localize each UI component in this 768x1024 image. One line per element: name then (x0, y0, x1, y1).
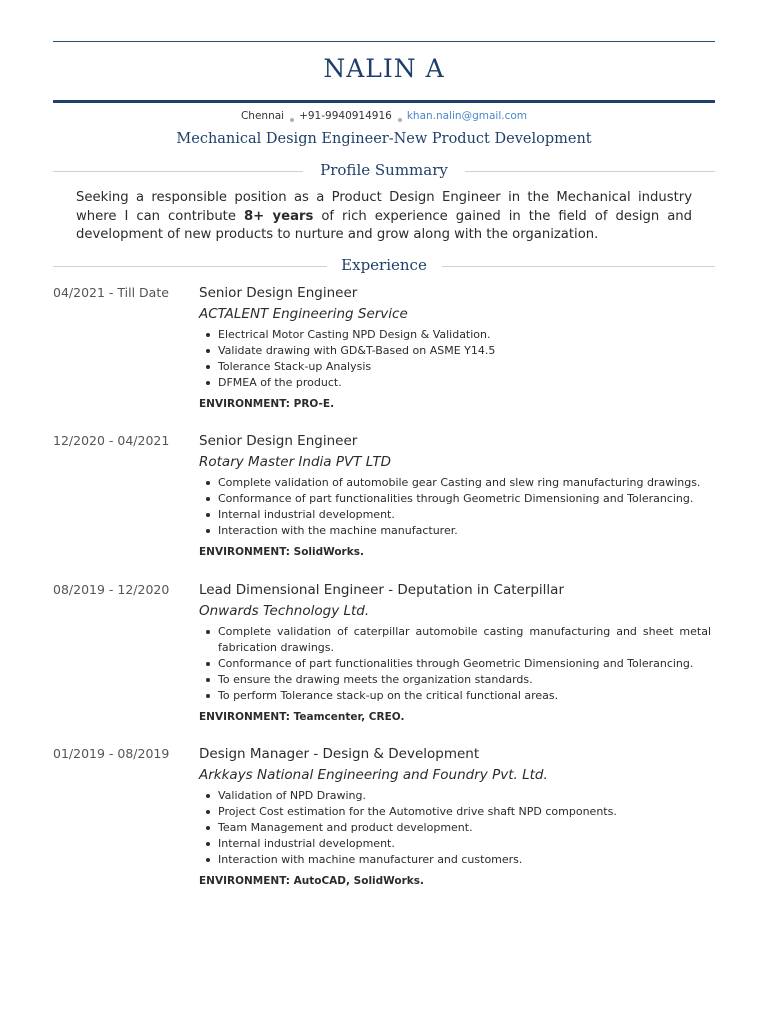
separator-dot-icon (290, 118, 294, 122)
job-dates: 01/2019 - 08/2019 (53, 746, 170, 761)
summary-text-start: Seeking a responsible position as a Product Design Engineer in the Mechanical industry where I can contribute (76, 190, 692, 224)
job-bullet: Electrical Motor Casting NPD Design & Validation. (218, 327, 711, 343)
job-bullet: Conformance of part functionalities through Geometric Dimensioning and Tolerancing. (218, 656, 711, 672)
contact-email-link[interactable]: khan.nalin@gmail.com (406, 110, 528, 122)
job-bullet: Project Cost estimation for the Automotive drive shaft NPD components. (218, 804, 711, 820)
job-bullet: Complete validation of caterpillar automobile casting manufacturing and sheet metal fabrication drawings. (218, 625, 711, 654)
job-company: Arkkays National Engineering and Foundry Pvt. Ltd. (199, 767, 548, 783)
job-bullet: Interaction with the machine manufacturer. (218, 523, 711, 539)
job-bullet: To perform Tolerance stack-up on the critical functional areas. (218, 688, 711, 704)
job-bullet: DFMEA of the product. (218, 375, 711, 391)
job-details (199, 746, 711, 887)
job-company: ACTALENT Engineering Service (199, 306, 408, 322)
job-dates: 12/2020 - 04/2021 (53, 433, 170, 448)
job-company: Rotary Master India PVT LTD (199, 454, 392, 470)
job-environment: ENVIRONMENT: SolidWorks. (199, 546, 364, 558)
job-bullet: Tolerance Stack-up Analysis (218, 359, 711, 375)
candidate-name: NALIN A (323, 54, 445, 83)
section-rule-right (465, 171, 715, 172)
job-bullet-list (199, 624, 711, 704)
contact-line (53, 110, 715, 122)
job-bullet: Team Management and product development. (218, 820, 711, 836)
job-bullet-list (199, 475, 711, 539)
section-heading-summary (53, 161, 715, 181)
job-bullet-list (199, 327, 711, 391)
summary-text-end: of rich experience gained in the field of design and development of new products to nurture and grow along with the organization. (76, 208, 693, 242)
contact-phone[interactable]: +91-9940914916 (299, 110, 392, 122)
section-rule-right (442, 266, 715, 267)
section-heading-experience (53, 256, 715, 276)
job-bullet-list (199, 788, 711, 868)
job-details (199, 285, 711, 410)
section-title-summary: Profile Summary (320, 161, 448, 179)
section-title-experience: Experience (341, 256, 427, 274)
job-bullet: Internal industrial development. (218, 507, 711, 523)
separator-dot-icon (398, 118, 402, 122)
job-dates: 08/2019 - 12/2020 (53, 582, 170, 597)
job-bullet: Validation of NPD Drawing. (218, 788, 711, 804)
job-bullet: Interaction with machine manufacturer and customers. (218, 852, 711, 868)
job-dates: 04/2021 - Till Date (53, 285, 169, 300)
job-environment: ENVIRONMENT: Teamcenter, CREO. (199, 711, 405, 723)
job-environment: ENVIRONMENT: PRO-E. (199, 398, 335, 410)
summary-highlight: 8+ years (243, 208, 314, 224)
job-bullet: To ensure the drawing meets the organization standards. (218, 672, 711, 688)
top-divider (53, 41, 715, 42)
job-details (199, 582, 711, 723)
job-bullet: Complete validation of automobile gear Casting and slew ring manufacturing drawings. (218, 475, 711, 491)
job-environment: ENVIRONMENT: AutoCAD, SolidWorks. (199, 875, 424, 887)
job-company: Onwards Technology Ltd. (199, 603, 370, 619)
professional-headline: Mechanical Design Engineer-New Product Development (176, 131, 592, 147)
job-role: Senior Design Engineer (199, 285, 358, 301)
job-role: Lead Dimensional Engineer - Deputation in Caterpillar (199, 582, 565, 598)
job-bullet: Validate drawing with GD&T-Based on ASME Y14.5 (218, 343, 711, 359)
name-divider (53, 100, 715, 103)
job-role: Senior Design Engineer (199, 433, 358, 449)
contact-city: Chennai (240, 110, 285, 122)
job-details (199, 433, 711, 558)
resume-page (53, 0, 715, 1024)
profile-summary-text (76, 189, 692, 245)
job-bullet: Conformance of part functionalities through Geometric Dimensioning and Tolerancing. (218, 491, 711, 507)
job-role: Design Manager - Design & Development (199, 746, 480, 762)
job-bullet: Internal industrial development. (218, 836, 711, 852)
